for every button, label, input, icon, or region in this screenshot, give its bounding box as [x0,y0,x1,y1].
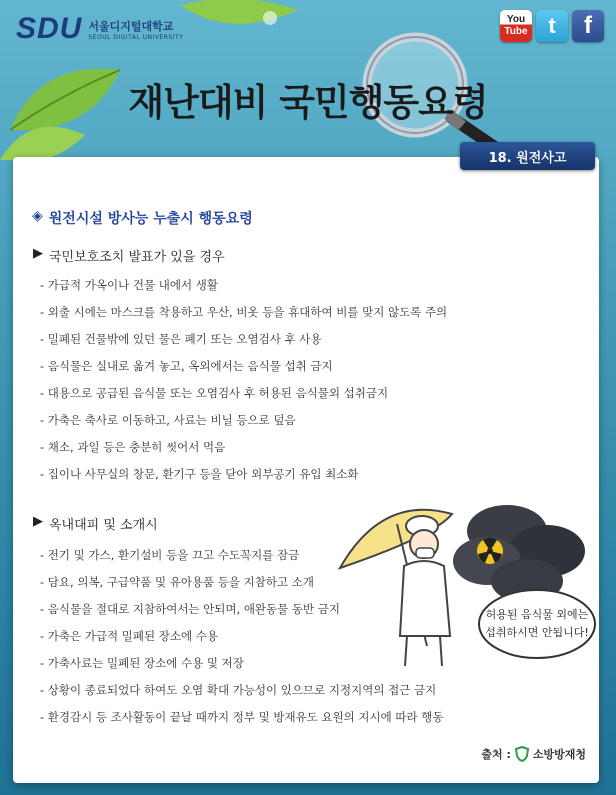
speech-bubble [479,590,595,658]
shield-icon [515,746,529,762]
twitter-icon[interactable] [536,10,568,42]
facebook-icon[interactable] [572,10,604,42]
list-item: - 가축은 축사로 이동하고, 사료는 비닐 등으로 덮음 [40,413,296,427]
logo-english-name: SEOUL DIGITAL UNIVERSITY [88,33,184,41]
facebook-glyph: f [584,12,592,39]
list-item: - 담요, 의복, 구급약품 및 유아용품 등을 지참하고 소개 [40,575,314,589]
list-item: - 전기 및 가스, 환기설비 등을 끄고 수도꼭지를 잠금 [40,548,300,562]
subsection-title-text: 옥내대피 및 소개시 [49,518,158,533]
list-item: - 대용으로 공급된 음식물 또는 오염검사 후 허용된 음식물외 섭취금지 [40,386,389,400]
source-label: 출처 : [481,748,511,761]
speech-line-2: 섭취하시면 안됩니다! [485,626,589,639]
section-title [32,208,253,228]
list-item: - 가축은 가급적 밀폐된 장소에 수용 [40,629,218,643]
youtube-label-top: You [506,14,526,25]
header [0,0,616,160]
triangle-right-icon: ▶ [33,514,43,529]
page-title: 재난대비 국민행동요령 [128,81,488,124]
section-title-text: 원전시설 방사능 누출시 행동요령 [48,211,253,227]
list-item: - 음식물은 실내로 옮겨 놓고, 옥외에서는 음식물 섭취 금지 [40,359,333,373]
source-credit [481,746,586,762]
list-item: - 외출 시에는 마스크를 착용하고 우산, 비옷 등을 휴대하여 비를 맞지 않도록 주의 [40,305,448,319]
logo-mark: SDU [16,12,83,45]
list-item: - 밀폐된 건물밖에 있던 물은 폐기 또는 오염검사 후 사용 [40,332,322,346]
twitter-glyph: t [548,13,556,38]
subsection-title [33,514,158,533]
source-org[interactable]: 소방방재청 [532,748,586,761]
topic-tag: 18. 원전사고 [460,142,595,170]
list-item: - 가축사료는 밀폐된 장소에 수용 및 저장 [40,656,244,670]
list-item: - 채소, 과일 등은 충분히 씻어서 먹음 [40,440,226,454]
youtube-label-bottom: Tube [504,26,528,37]
list-item: - 상황이 종료되었다 하여도 오염 확대 가능성이 있으므로 지정지역의 접근 금지 [40,683,437,697]
logo-korean-name: 서울디지털대학교 [88,19,174,33]
list-item: - 환경감시 등 조사활동이 끝날 때까지 정부 및 방재유도 요원의 지시에 따라 행동 [40,710,444,724]
radiation-illustration [332,496,597,676]
list-item: - 집이나 사무실의 창문, 환기구 등을 닫아 외부공기 유입 최소화 [40,467,359,481]
logo-text [88,18,183,41]
subsection-title [33,246,225,265]
triangle-right-icon: ▶ [33,246,43,261]
diamond-icon: ◈ [32,208,43,224]
leaf-decoration-icon [250,0,290,30]
university-logo[interactable] [16,12,183,46]
radiation-cloud-icon [453,505,585,603]
speech-line-1: 허용된 음식물 외에는 [485,608,589,621]
list-item: - 가급적 가옥이나 건물 내에서 생활 [40,278,218,292]
bullet-list [40,272,447,488]
list-item: - 음식물을 절대로 지참하여서는 안되며, 애완동물 동반 금지 [40,602,341,616]
subsection-title-text: 국민보호조치 발표가 있을 경우 [49,250,225,265]
